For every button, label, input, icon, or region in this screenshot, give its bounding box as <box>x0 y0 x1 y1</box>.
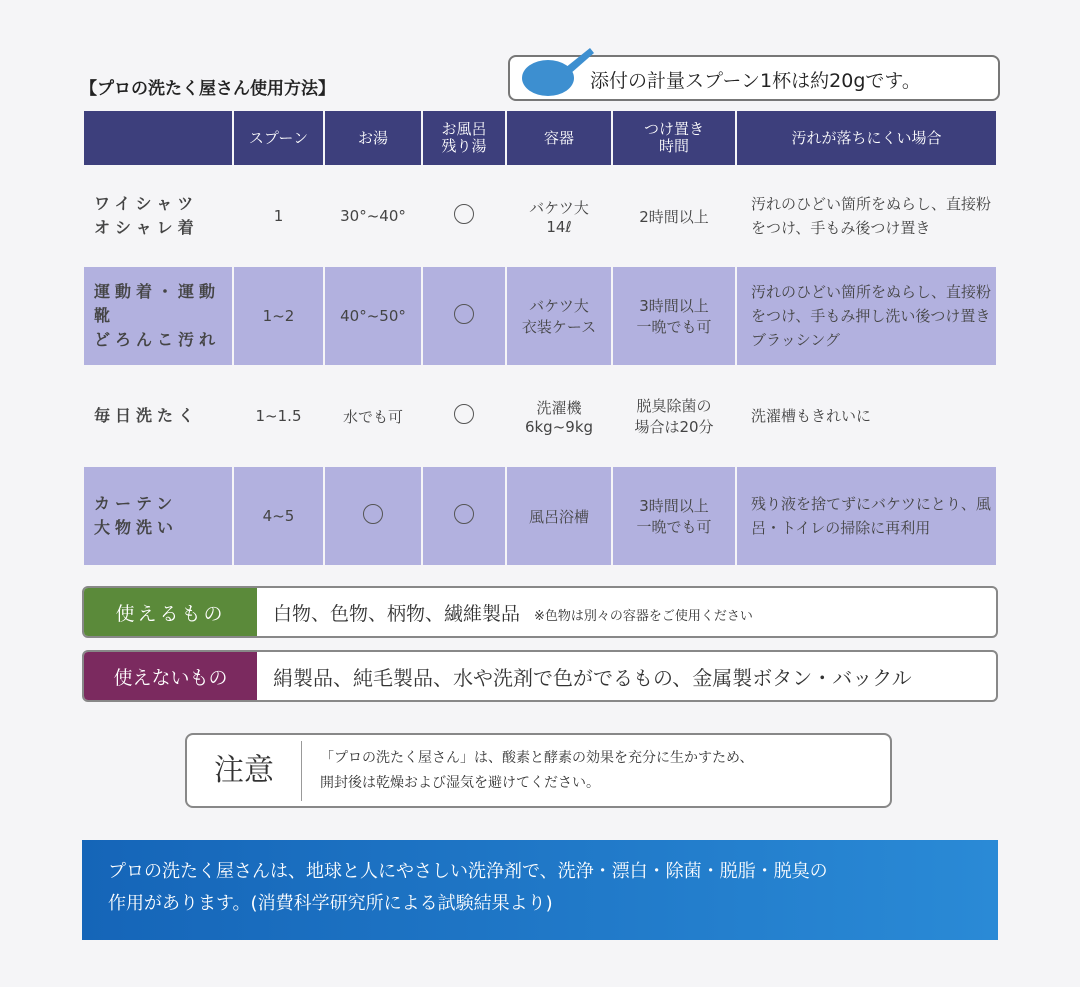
container-cell <box>506 466 612 566</box>
container-line: 衣装ケース <box>521 318 597 336</box>
bath-water-cell <box>422 166 506 266</box>
soak-time-cell <box>612 366 736 466</box>
container-line: 14ℓ <box>546 217 572 236</box>
banner-line: 作用があります。(消費科学研究所による試験結果より) <box>108 893 553 914</box>
caution-text <box>302 746 753 796</box>
spoon-value: 1~2 <box>262 307 295 325</box>
circle-mark-icon <box>454 504 474 524</box>
time-line: 脱臭除菌の <box>636 397 712 415</box>
soak-time-cell <box>612 166 736 266</box>
row-name <box>83 466 233 566</box>
caution-line: 「プロの洗たく屋さん」は、酸素と酵素の効果を充分に生かすため、 <box>320 749 754 766</box>
measuring-spoon-icon <box>510 40 600 110</box>
row-name <box>83 366 233 466</box>
unusable-items-bar <box>82 650 998 702</box>
unusable-text: 絹製品、純毛製品、水や洗剤で色がでるもの、金属製ボタン・バックル <box>273 665 912 690</box>
hot-water-cell <box>324 166 422 266</box>
spoon-cell <box>233 466 324 566</box>
circle-mark-icon <box>363 504 383 524</box>
note-text: 汚れのひどい箇所をぬらし、直接粉をつけ、手もみ後つけ置き <box>751 195 992 237</box>
table-row <box>83 466 997 566</box>
table-row <box>83 366 997 466</box>
hot-value: 水でも可 <box>342 407 403 426</box>
name-line: カーテン <box>94 494 178 513</box>
unusable-label: 使えないもの <box>84 652 257 700</box>
header-soak-time <box>612 110 736 166</box>
name-line: オシャレ着 <box>94 218 199 237</box>
table-row <box>83 266 997 366</box>
row-name <box>83 266 233 366</box>
circle-mark-icon <box>454 404 474 424</box>
hot-value: 30°~40° <box>340 207 406 225</box>
bath-water-cell <box>422 366 506 466</box>
spoon-value: 4~5 <box>262 507 295 525</box>
container-line: 洗濯機 <box>536 398 582 417</box>
time-line: 3時間以上 <box>639 497 709 515</box>
header-bath-water <box>422 110 506 166</box>
container-line: バケツ大 <box>529 297 589 315</box>
time-line: 場合は20分 <box>634 418 714 436</box>
container-line: バケツ大 <box>529 198 589 217</box>
note-cell <box>736 166 997 266</box>
header-blank <box>83 110 233 166</box>
note-cell <box>736 366 997 466</box>
time-line: 3時間以上 <box>639 297 709 315</box>
name-line: 運動着・運動靴 <box>94 282 221 325</box>
usable-text <box>257 599 753 626</box>
table-row <box>83 166 997 266</box>
usage-table <box>82 109 998 567</box>
circle-mark-icon <box>454 204 474 224</box>
name-line: ワイシャツ <box>94 194 199 213</box>
info-banner <box>82 840 998 940</box>
header-container: 容器 <box>506 110 612 166</box>
spoon-cell <box>233 366 324 466</box>
hot-water-cell <box>324 266 422 366</box>
header-soak-time-text: つけ置き時間 <box>643 120 704 155</box>
name-line: 大物洗い <box>94 518 179 537</box>
spoon-value: 1~1.5 <box>255 407 302 425</box>
header-bath-water-text: お風呂残り湯 <box>441 120 487 155</box>
spoon-value: 1 <box>273 207 284 225</box>
header-spoon: スプーン <box>233 110 324 166</box>
time-line: 2時間以上 <box>639 207 709 226</box>
bath-water-cell <box>422 266 506 366</box>
caution-heading: 注意 <box>187 741 302 801</box>
caution-box <box>185 733 892 808</box>
header-hard-stains: 汚れが落ちにくい場合 <box>736 110 997 166</box>
hot-water-cell <box>324 366 422 466</box>
note-text: 残り液を捨てずにバケツにとり、風呂・トイレの掃除に再利用 <box>751 495 991 537</box>
page-title: 【プロの洗たく屋さん使用方法】 <box>80 79 335 99</box>
spoon-cell <box>233 166 324 266</box>
hot-water-cell <box>324 466 422 566</box>
hot-value: 40°~50° <box>340 307 406 325</box>
header-hot-water: お湯 <box>324 110 422 166</box>
soak-time-cell <box>612 466 736 566</box>
time-line: 一晩でも可 <box>636 318 712 336</box>
container-line: 風呂浴槽 <box>528 507 589 526</box>
note-text: 洗濯槽もきれいに <box>751 407 872 425</box>
time-line: 一晩でも可 <box>636 518 712 536</box>
banner-line: プロの洗たく屋さんは、地球と人にやさしい洗浄剤で、洗浄・漂白・除菌・脱脂・脱臭の <box>108 861 828 882</box>
container-line: 6kg~9kg <box>524 417 594 436</box>
usable-note: ※色物は別々の容器をご使用ください <box>534 608 753 624</box>
row-name <box>83 166 233 266</box>
note-cell <box>736 466 997 566</box>
name-line: どろんこ汚れ <box>94 330 221 349</box>
usable-label: 使えるもの <box>84 588 257 636</box>
table-header <box>83 110 997 166</box>
note-cell <box>736 266 997 366</box>
bath-water-cell <box>422 466 506 566</box>
container-cell <box>506 266 612 366</box>
soak-time-cell <box>612 266 736 366</box>
spoon-note-text: 添付の計量スプーン1杯は約20gです。 <box>590 70 921 92</box>
container-cell <box>506 166 612 266</box>
caution-line: 開封後は乾燥および湿気を避けてください。 <box>320 774 600 791</box>
spoon-cell <box>233 266 324 366</box>
name-line: 毎日洗たく <box>94 406 200 425</box>
note-text: 汚れのひどい箇所をぬらし、直接粉をつけ、手もみ押し洗い後つけ置きブラッシング <box>751 283 992 349</box>
usable-items: 白物、色物、柄物、繊維製品 <box>273 602 521 625</box>
usable-items-bar <box>82 586 998 638</box>
circle-mark-icon <box>454 304 474 324</box>
container-cell <box>506 366 612 466</box>
